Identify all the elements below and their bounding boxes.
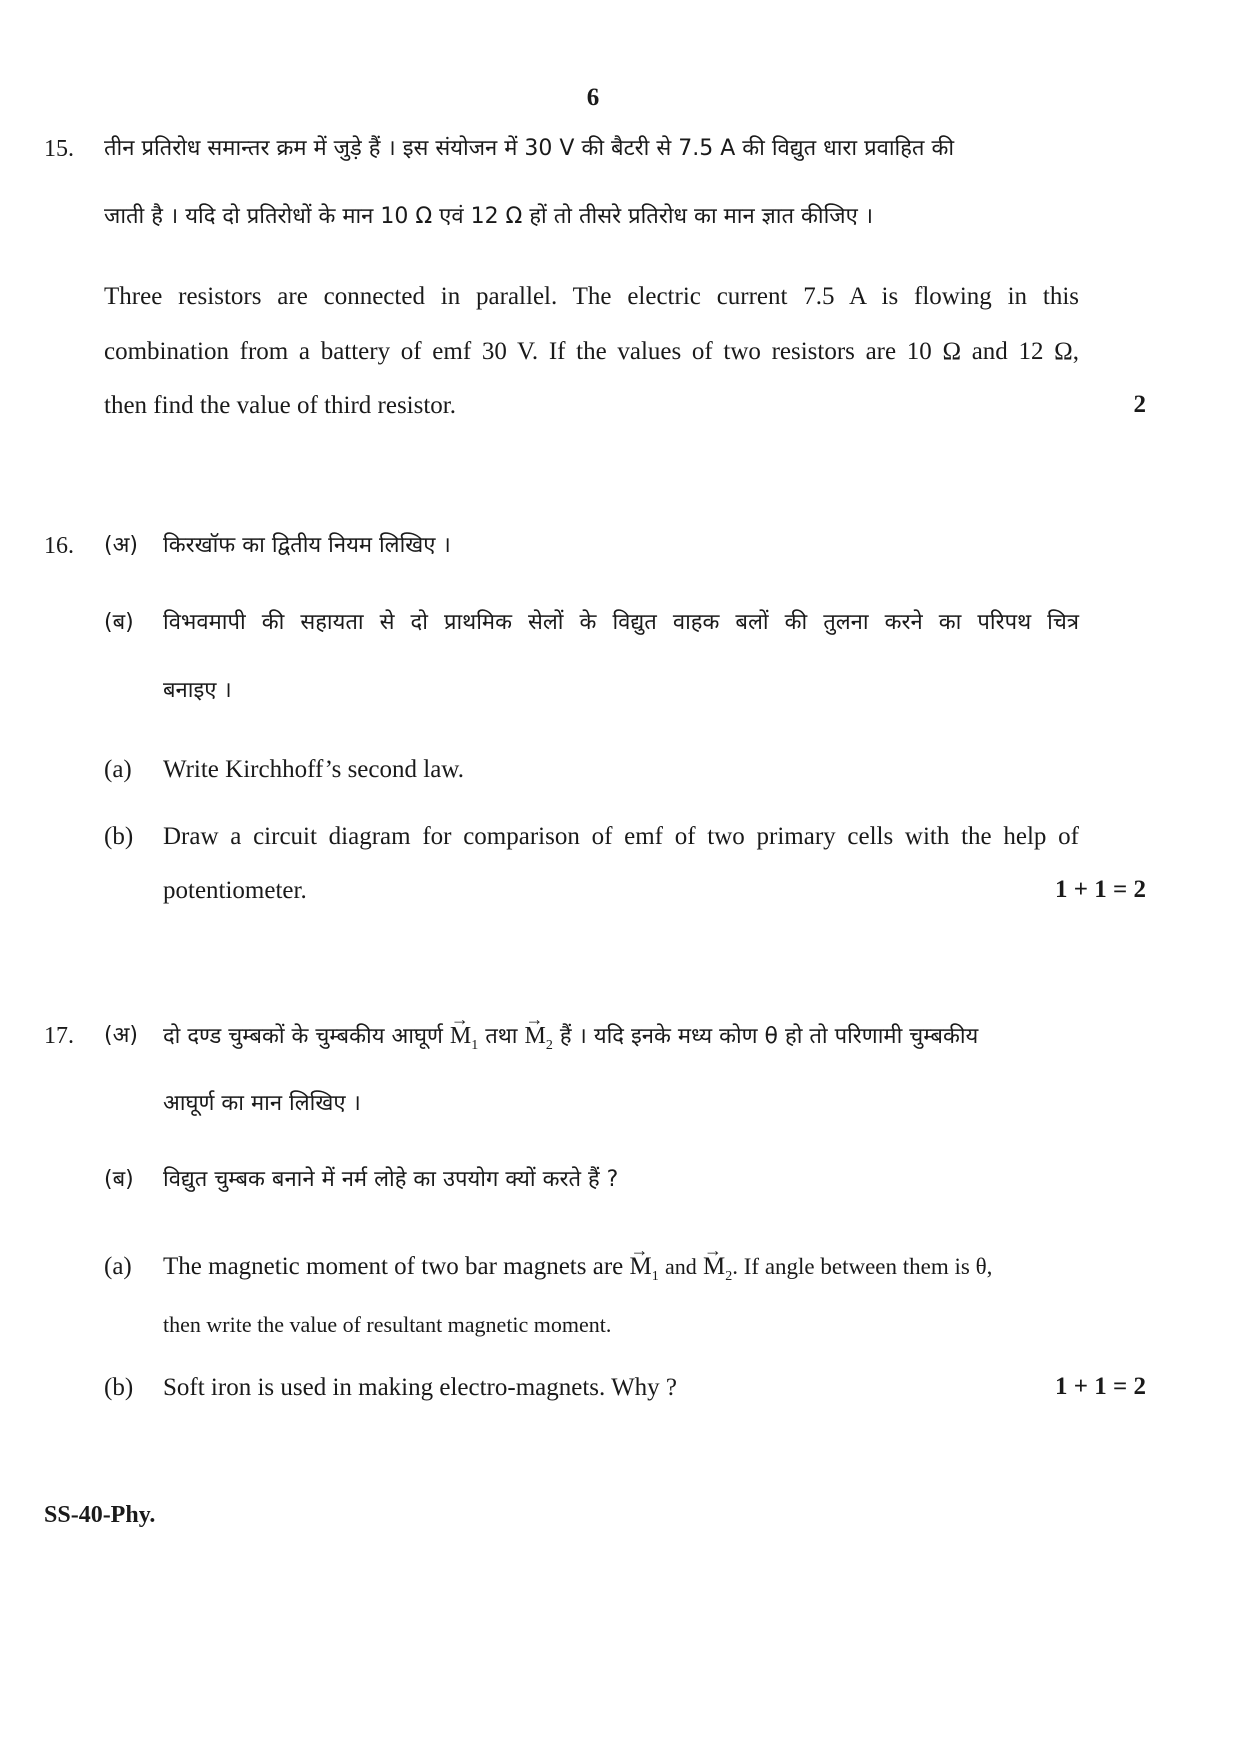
question-number: 17. [44,1023,74,1049]
q17-marks: 1 + 1 = 2 [1055,1373,1146,1400]
q17-a-english-part-2: and [665,1254,697,1279]
vector-symbol: M [629,1253,652,1280]
q16-marks: 1 + 1 = 2 [1055,876,1146,903]
q16-b-hindi-line-2: बनाइए । [163,678,232,703]
subscript: 2 [725,1269,733,1284]
paper-code: SS-40-Phy. [44,1502,156,1528]
q15-english-line-3: then find the value of third resistor. [104,392,457,419]
subscript: 2 [545,1037,553,1053]
q17-a-hindi-line-2: आघूर्ण का मान लिखिए । [163,1091,361,1116]
q17-a-hindi-label: (अ) [104,1023,138,1048]
q17-b-hindi-label: (ब) [104,1167,134,1192]
q17-a-english-part-3: . If angle between them is θ, [732,1254,993,1279]
q17-a-hindi-part-1: दो दण्ड चुम्बकों के चुम्बकीय आघूर्ण [163,1024,443,1049]
q16-a-english-label: (a) [104,756,132,783]
q17-a-english-line-2: then write the value of resultant magnetic moment. [163,1312,612,1337]
q17-a-hindi-part-3: हैं । यदि इनके मध्य कोण θ हो तो परिणामी चुम्बकीय [559,1024,979,1049]
subscript: 1 [651,1269,659,1284]
vector-m2 [703,1252,732,1292]
vector-symbol: M [524,1023,546,1049]
q17-a-english-line-1 [163,1252,992,1292]
question-number: 15. [44,136,74,162]
vector-m1 [630,1252,659,1292]
q15-hindi-line-2: जाती है । यदि दो प्रतिरोधों के मान 10 Ω एवं 12 Ω हों तो तीसरे प्रतिरोध का मान ज्ञात कीजिए । [104,204,874,229]
q15-marks: 2 [1133,391,1146,418]
question-number: 16. [44,533,74,559]
q17-b-english-text: Soft iron is used in making electro-magnets. Why ? [163,1374,678,1401]
vector-symbol: M [449,1023,472,1049]
vector-m1 [450,1021,478,1061]
q17-a-english-label: (a) [104,1253,132,1280]
vector-symbol: M [703,1253,726,1280]
q15-english-line-1: Three resistors are connected in parallel. The electric current 7.5 A is flowing in this [104,283,1079,310]
q15-english-line-2: combination from a battery of emf 30 V. If the values of two resistors are 10 Ω and 12 Ω, [104,338,1079,365]
page-number: 6 [586,84,600,111]
q16-b-hindi-label: (ब) [104,610,134,635]
q16-a-hindi-label: (अ) [104,533,138,558]
q15-hindi-line-1: तीन प्रतिरोध समान्तर क्रम में जुड़े हैं । इस संयोजन में 30 V की बैटरी से 7.5 A की विद्युत धारा प्रवाहित की [104,136,955,161]
q17-b-english-label: (b) [104,1374,134,1401]
q16-b-english-label: (b) [104,823,134,850]
q17-a-hindi-line-1 [163,1021,978,1061]
q16-b-hindi-line-1: विभवमापी की सहायता से दो प्राथमिक सेलों के विद्युत वाहक बलों की तुलना करने का परिपथ चित्र [163,610,1079,635]
q17-b-hindi-text: विद्युत चुम्बक बनाने में नर्म लोहे का उपयोग क्यों करते हैं ? [163,1167,619,1192]
q17-a-hindi-part-2: तथा [485,1024,518,1049]
subscript: 1 [471,1037,479,1053]
q16-a-hindi-text: किरखॉफ का द्वितीय नियम लिखिए । [163,533,451,558]
q17-a-english-part-1: The magnetic moment of two bar magnets are [163,1253,624,1280]
q16-a-english-text: Write Kirchhoff’s second law. [163,756,464,783]
vector-m2 [525,1021,553,1061]
q16-b-english-line-1: Draw a circuit diagram for comparison of emf of two primary cells with the help of [163,823,1079,850]
q16-b-english-line-2: potentiometer. [163,877,307,904]
